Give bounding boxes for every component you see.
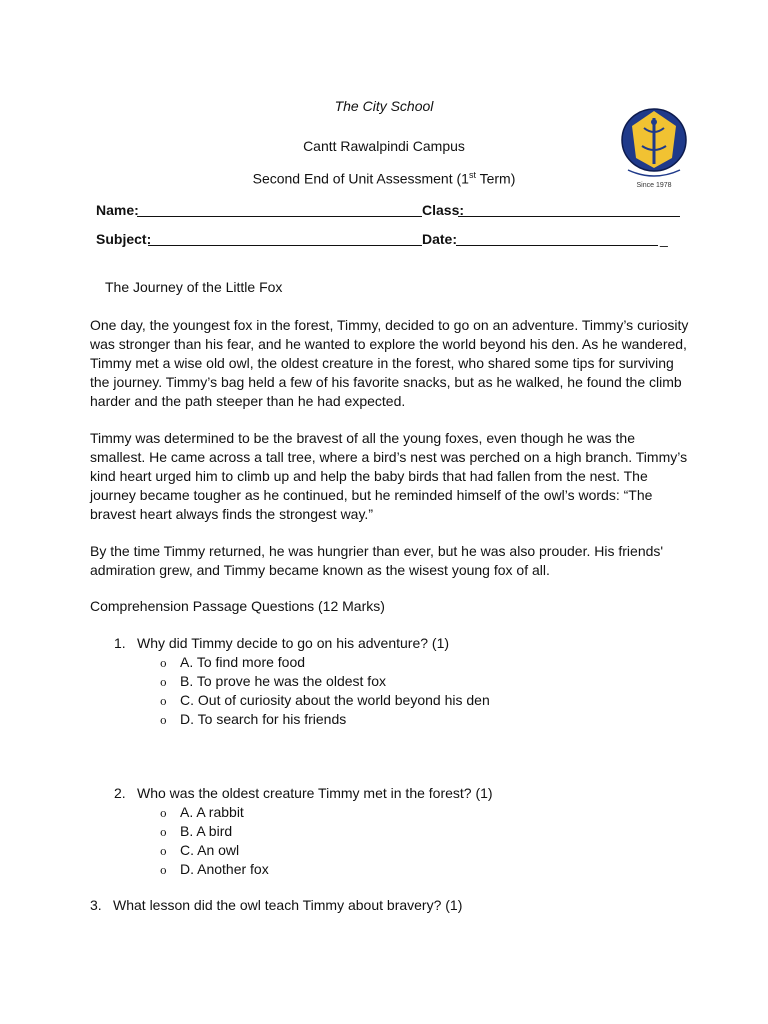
date-line[interactable]: [456, 245, 658, 246]
date-trail: _: [660, 231, 668, 247]
name-label: Name:: [96, 202, 139, 218]
logo-caption: Since 1978: [636, 182, 672, 189]
passage-paragraph-3: By the time Timmy returned, he was hungrier than ever, but he was also prouder. His friends' admiration grew, and Timmy became known as the wisest young fox of all.: [90, 543, 664, 578]
questions-heading: Comprehension Passage Questions (12 Marks): [90, 598, 385, 614]
campus-name: Cantt Rawalpindi Campus: [303, 138, 465, 154]
subject-label: Subject:: [96, 231, 152, 247]
question-3-text: What lesson did the owl teach Timmy about bravery? (1): [113, 897, 463, 913]
class-line[interactable]: [458, 216, 680, 217]
question-2-option-c[interactable]: [160, 842, 239, 858]
date-label: Date:: [422, 231, 458, 247]
bullet-icon: o: [160, 845, 167, 858]
bullet-icon: o: [160, 807, 167, 820]
question-1-option-b[interactable]: [160, 673, 386, 689]
option-label: D. Another fox: [180, 861, 269, 877]
question-2-option-d[interactable]: [160, 861, 269, 877]
question-2-option-b[interactable]: [160, 823, 232, 839]
school-name: The City School: [334, 98, 434, 114]
question-2-number: 2.: [114, 785, 126, 801]
option-label: B. To prove he was the oldest fox: [180, 673, 386, 689]
bullet-icon: o: [160, 657, 167, 670]
subject-line[interactable]: [148, 245, 422, 246]
bullet-icon: o: [160, 864, 167, 877]
name-line[interactable]: [137, 216, 422, 217]
option-label: C. An owl: [180, 842, 240, 858]
assessment-title-sup: st: [468, 170, 476, 180]
bullet-icon: o: [160, 714, 167, 727]
passage-paragraph-1: One day, the youngest fox in the forest, Timmy, decided to go on an adventure. Timmy’s curiosity was stronger than his fear, and he wanted to explore the world beyond his den. As he wandered, Timmy met a wise old owl, the oldest creature in the forest, who shared some tips for surviving the journey. Timmy’s bag held a few of his favorite snacks, but as he walked, he found the climb harder and the path steeper than he had expected.: [90, 317, 689, 409]
question-1-option-c[interactable]: [160, 692, 490, 708]
assessment-title-prefix: Second End of Unit Assessment (1: [252, 170, 469, 187]
option-label: A. To find more food: [180, 654, 306, 670]
class-label: Class:: [422, 202, 465, 218]
option-label: A. A rabbit: [180, 804, 244, 820]
bullet-icon: o: [160, 676, 167, 689]
question-1-text: Why did Timmy decide to go on his adventure? (1): [137, 635, 450, 651]
question-2-text: Who was the oldest creature Timmy met in the forest? (1): [137, 785, 493, 801]
question-1-option-d[interactable]: [160, 711, 346, 727]
question-3-number: 3.: [90, 897, 102, 913]
question-2-option-a[interactable]: [160, 804, 244, 820]
bullet-icon: o: [160, 695, 167, 708]
option-label: D. To search for his friends: [180, 711, 347, 727]
option-label: C. Out of curiosity about the world beyond his den: [180, 692, 490, 708]
school-logo: [618, 106, 690, 190]
option-label: B. A bird: [180, 823, 233, 839]
question-1-number: 1.: [114, 635, 126, 651]
passage-paragraph-2: Timmy was determined to be the bravest of all the young foxes, even though he was the smallest. He came across a tall tree, where a bird’s nest was perched on a high branch. Timmy’s kind heart urged him to climb up and help the baby birds that had fallen from the nest. The journey became tougher as he continued, but he reminded himself of the owl’s words: “The bravest heart always finds the strongest way.”: [90, 430, 688, 522]
assessment-title-suffix: Term): [475, 170, 516, 187]
question-1-option-a[interactable]: [160, 654, 305, 670]
bullet-icon: o: [160, 826, 167, 839]
passage-title: The Journey of the Little Fox: [105, 279, 283, 295]
